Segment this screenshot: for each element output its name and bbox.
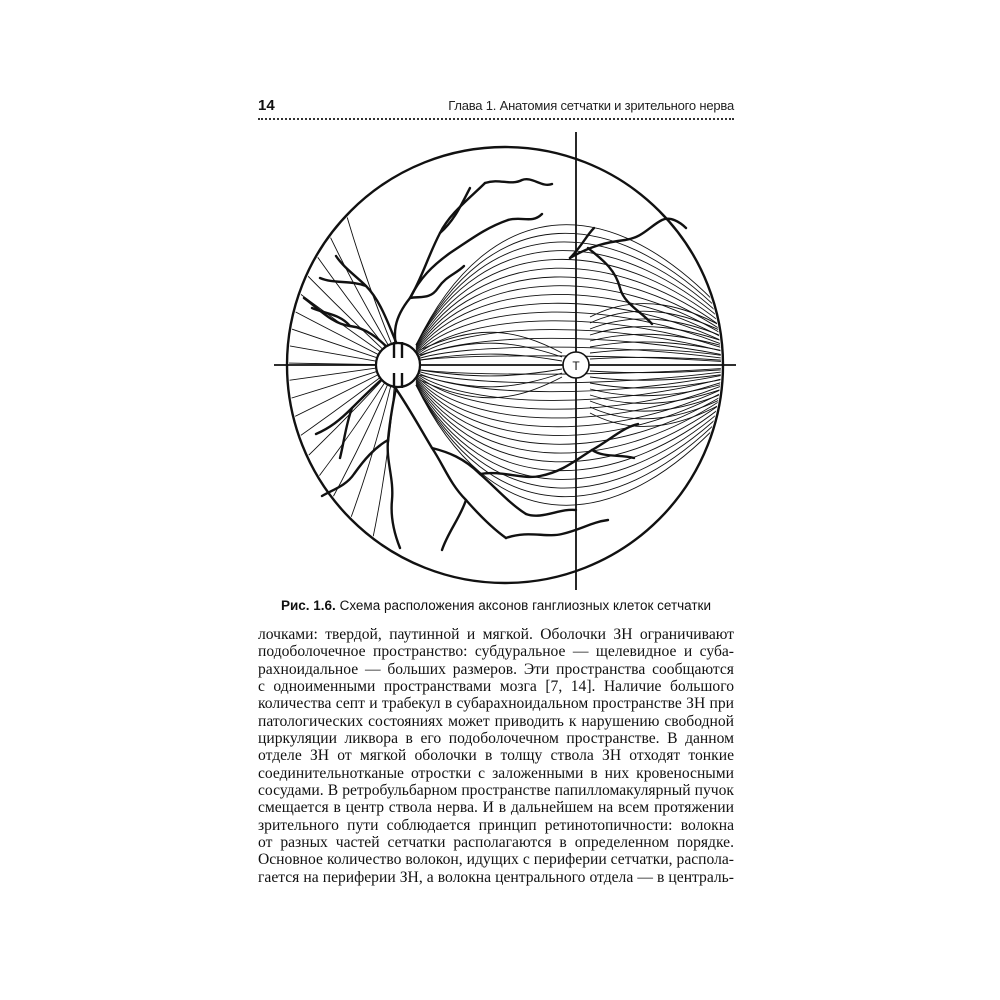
text-line: подоболочечное пространство: субдуральное — щелевидное и суба- (258, 643, 734, 661)
text-line: патологических состояниях может приводить к нарушению свободной (258, 712, 734, 730)
text-line: отделе ЗН от мягкой оболочки в толщу ствола ЗН отходят тонкие (258, 747, 734, 765)
axon-fiber (416, 251, 740, 345)
text-line: рахноидальное — больших размеров. Эти пространства сообщаются (258, 660, 734, 678)
axon-fiber (284, 131, 388, 345)
caption-text: Схема расположения аксонов ганглиозных клеток сетчатки (339, 598, 712, 613)
optic-disc (376, 343, 420, 387)
axon-fiber (322, 128, 392, 344)
vessel (508, 214, 542, 220)
vessel (388, 378, 400, 548)
vessel (336, 256, 396, 342)
axon-fiber (420, 343, 562, 357)
figure-caption (258, 598, 734, 613)
axon-fiber (270, 368, 376, 401)
vessel (316, 372, 390, 434)
text-line: гается на периферии ЗН, а волокна центрального отдела — в централь- (258, 868, 734, 886)
axon-fiber (420, 369, 562, 376)
axon-fiber (416, 376, 740, 418)
header-dotted-rule (258, 118, 734, 120)
body-text (258, 626, 734, 886)
text-line: с одноименными пространствами мозга [7, 14]. Наличие большого (258, 678, 734, 696)
text-line: количества септ и трабекул в субарахноидальном пространстве ЗН при (258, 695, 734, 713)
text-line: Основное количество волокон, идущих с периферии сетчатки, распола- (258, 851, 734, 869)
page-number: 14 (258, 97, 275, 114)
text-line: циркуляции ликвора в его подоболочечном пространстве. В данном (258, 730, 734, 748)
text-line: от разных частей сетчатки располагаются в определенном порядке. (258, 834, 734, 852)
text-line: смещается в центр ствола нерва. И в дальнейшем на всем протяжении (258, 799, 734, 817)
vessel (485, 179, 552, 185)
vessel (570, 228, 594, 258)
running-header: Глава 1. Анатомия сетчатки и зрительного нерва (448, 98, 734, 113)
retina-diagram-svg (270, 128, 740, 598)
axon-fiber (416, 385, 740, 479)
vessel (506, 520, 608, 538)
vessel (322, 440, 388, 496)
retina-axon-diagram (270, 128, 740, 598)
axon-fiber (420, 354, 562, 361)
text-line: соединительнотканые отростки с заложенными в них кровеносными (258, 764, 734, 782)
axon-fibers (270, 128, 740, 598)
axon-fiber (270, 383, 385, 573)
text-line: лочками: твердой, паутинной и мягкой. Оболочки ЗН ограничивают (258, 626, 734, 643)
vessel (588, 248, 652, 324)
axon-fiber (416, 378, 740, 435)
vessel (480, 424, 638, 477)
axon-fiber (420, 373, 562, 387)
axon-fiber (270, 380, 382, 545)
axon-fiber (270, 178, 383, 349)
text-line: сосудами. В ретробульбарном пространстве папилломакулярный пучок (258, 782, 734, 800)
caption-label: Рис. 1.6. (280, 598, 336, 613)
axon-fiber (416, 242, 740, 345)
text-line: зрительного пути соблюдается принцип ретинотопичности: волокна (258, 816, 734, 834)
fovea-label: Т (572, 359, 580, 373)
axon-fiber (353, 387, 394, 598)
vessel (432, 448, 526, 514)
axon-fiber (416, 312, 740, 354)
axon-fiber (416, 294, 740, 351)
axon-fiber (416, 385, 740, 488)
vessel (442, 500, 466, 550)
vessel (526, 510, 576, 516)
